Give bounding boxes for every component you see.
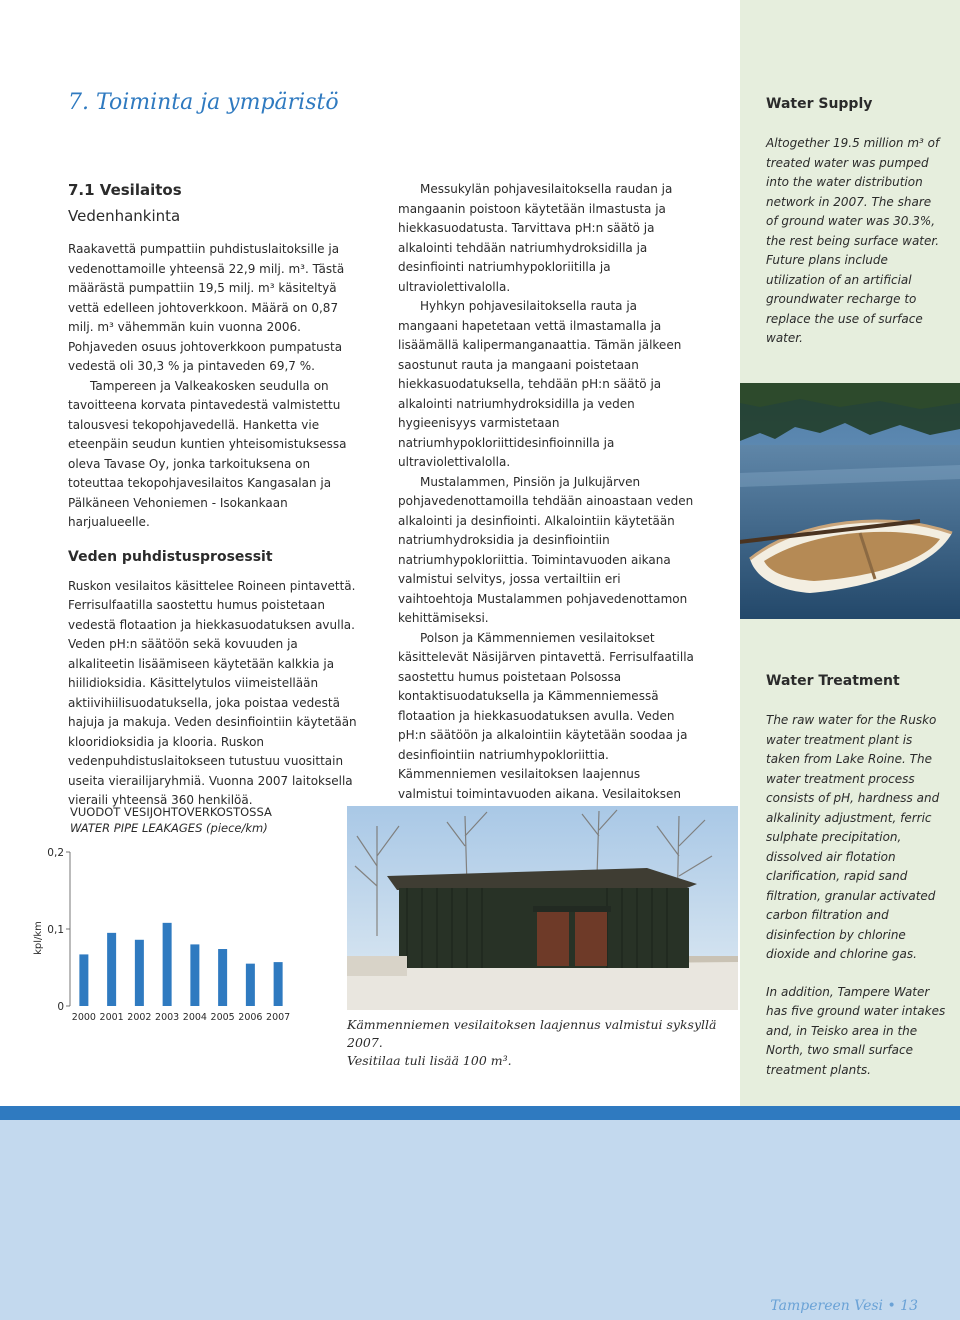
sidebar-title-treatment: Water Treatment bbox=[766, 673, 900, 689]
paragraph: Polson ja Kämmenniemen vesilaitokset käsittelevät Näsijärven pintavettä. Ferrisulfaatilla saostettu humus poistetaan Polsossa kontaktisuodatuksella ja Kämmenniemessä flotaation ja hiekkasuodatuksen avulla. Veden pH:n säätöön ja alkalointiin käytetään soodaa ja desinfiointiin natriumhypokloriittia. Kämmenniemen vesilaitoksen laajennus valmistui toimintavuoden aikana. Vesilaitoksen bbox=[398, 630, 694, 801]
building-photo bbox=[347, 806, 738, 1010]
subsection-title: Vedenhankinta bbox=[68, 207, 181, 225]
chart-subtitle: WATER PIPE LEAKAGES (piece/km) bbox=[70, 821, 268, 835]
y-tick-label: 0,2 bbox=[47, 847, 64, 859]
subsection-title-2: Veden puhdistusprosessit bbox=[68, 548, 273, 565]
chapter-title: 7. Toiminta ja ympäristö bbox=[68, 90, 339, 115]
bar bbox=[135, 940, 144, 1006]
paragraph: Messukylän pohjavesilaitoksella raudan ja mangaanin poistoon käytetään ilmastusta ja hiekkasuodatusta. Tarvittava pH:n säätö ja alkalointi tehdään natriumhydroksidilla ja desinfiointi natriumhypokloriitilla ja ultraviolettivalolla. bbox=[398, 182, 673, 294]
paragraph: Tampereen ja Valkeakosken seudulla on tavoitteena korvata pintavedestä valmistettu talousvesi tekopohjavedellä. Hanketta vie eteenpäin seudun kuntien yhteisomistuksessa oleva Tavase Oy, jonka tarkoituksena on toteuttaa tekopohjavesilaitos Kangasalan ja Pälkäneen Vehoniemen - Isokankaan harjualueelle. bbox=[68, 378, 347, 529]
bar bbox=[274, 962, 283, 1006]
photo-caption bbox=[347, 1016, 738, 1070]
x-tick-label: 2002 bbox=[127, 1012, 152, 1023]
paragraph: Mustalammen, Pinsiön ja Julkujärven pohjavedenottamoilla tehdään ainoastaan veden alkalointi ja desinfiointi. Alkalointiin käytetään natriumhydroksidia ja desinfiointiin natriumhypokloriittia. Toimintavuoden aikana valmistui selvitys, jossa vertailtiin eri vaihtoehtoja Mustalammen pohjavedenottamon kehittämiseksi. bbox=[398, 474, 694, 625]
x-tick-label: 2007 bbox=[266, 1012, 291, 1023]
page-footer: Tampereen Vesi • 13 bbox=[770, 1298, 918, 1314]
x-tick-label: 2001 bbox=[99, 1012, 124, 1023]
sidebar-paragraph: The raw water for the Rusko water treatment plant is taken from Lake Roine. The water treatment process consists of pH, hardness and alkalinity adjustment, ferric sulphate precipitation, dissolved air flotation clarification, rapid sand filtration, granular activated carbon filtration and disinfection by chlorine dioxide and chlorine gas. bbox=[766, 713, 940, 961]
x-tick-label: 2004 bbox=[182, 1012, 207, 1023]
sidebar-supply-text bbox=[766, 134, 946, 349]
x-tick-label: 2006 bbox=[238, 1012, 263, 1023]
y-tick-label: 0 bbox=[57, 1001, 64, 1013]
sidebar-title-supply: Water Supply bbox=[766, 96, 873, 112]
bar bbox=[246, 964, 255, 1006]
caption-line-1: Kämmenniemen vesilaitoksen laajennus valmistui syksyllä 2007. bbox=[347, 1017, 717, 1050]
sidebar-paragraph: In addition, Tampere Water has five ground water intakes and, in Teisko area in the North, two small surface treatment plants. bbox=[766, 984, 946, 1077]
paragraph: Raakavettä pumpattiin puhdistuslaitoksille ja vedenottamoille yhteensä 22,9 milj. m³. Tästä määrästä pumpattiin 19,5 milj. m³ käsiteltyä vettä edelleen johtoverkkoon. Määrä on 0,87 milj. m³ vähemmän kuin vuonna 2006. Pohjaveden osuus johtoverkkoon pumpatusta vedestä oli 30,3 % ja pintaveden 69,7 %. bbox=[68, 242, 345, 373]
x-tick-label: 2003 bbox=[155, 1012, 180, 1023]
caption-line-2: Vesitilaa tuli lisää 100 m³. bbox=[347, 1053, 512, 1068]
paragraph: Ruskon vesilaitos käsittelee Roineen pintavettä. Ferrisulfaatilla saostettu humus poistetaan vedestä flotaation ja hiekkasuodatuksen avulla. Veden pH:n säätöön sekä kovuuden ja alkaliteetin lisäämiseen käytetään kalkkia ja hiilidioksidia. Käsittelytulos viimeistellään aktiivihiilisuodatuksella, joka poistaa vedestä hajuja ja makuja. Veden desinfiointiin käytetään klooridioksidia ja klooria. Ruskon vedenpuhdistuslaitokseen tutustuu vuosittain useita vierailijaryhmiä. Vuonna 2007 laitoksella vieraili yhteensä 360 henkilöä. bbox=[68, 578, 357, 807]
paragraph: Hyhkyn pohjavesilaitoksella rauta ja mangaani hapetetaan vettä ilmastamalla ja lisäämällä kalipermanganaattia. Tämän jälkeen saostunut rauta ja mangaani poistetaan hiekkasuodatuksella, tehdään pH:n säätö ja alkalointi natriumhydroksidilla ja veden hygieenisyys varmistetaan natriumhypokloriittidesinfioinnilla ja ultraviolettivalolla. bbox=[398, 299, 682, 469]
sidebar-paragraph: Altogether 19.5 million m³ of treated water was pumped into the water distribution network in 2007. The share of ground water was 30.3%, the rest being surface water. Future plans include utilization of an artificial groundwater recharge to replace the use of surface water. bbox=[766, 136, 940, 345]
column-1 bbox=[68, 180, 364, 811]
x-tick-label: 2005 bbox=[210, 1012, 235, 1023]
y-tick-label: 0,1 bbox=[47, 924, 64, 936]
sidebar-treatment-text bbox=[766, 711, 946, 1080]
bar bbox=[218, 949, 227, 1006]
x-tick-label: 2000 bbox=[71, 1012, 96, 1023]
bar bbox=[107, 933, 116, 1006]
y-axis-label: kpl/km bbox=[33, 921, 44, 955]
chart-svg bbox=[30, 800, 350, 1030]
bar bbox=[190, 944, 199, 1006]
column-2 bbox=[398, 180, 694, 843]
bar bbox=[79, 954, 88, 1006]
chart-title: VUODOT VESIJOHTOVERKOSTOSSA bbox=[70, 805, 272, 819]
section-title: 7.1 Vesilaitos bbox=[68, 181, 182, 199]
bar bbox=[163, 923, 172, 1006]
boat-photo bbox=[740, 383, 960, 619]
bottom-band bbox=[0, 1120, 960, 1320]
bottom-band-dark bbox=[0, 1106, 960, 1120]
leakage-chart bbox=[30, 800, 350, 1030]
